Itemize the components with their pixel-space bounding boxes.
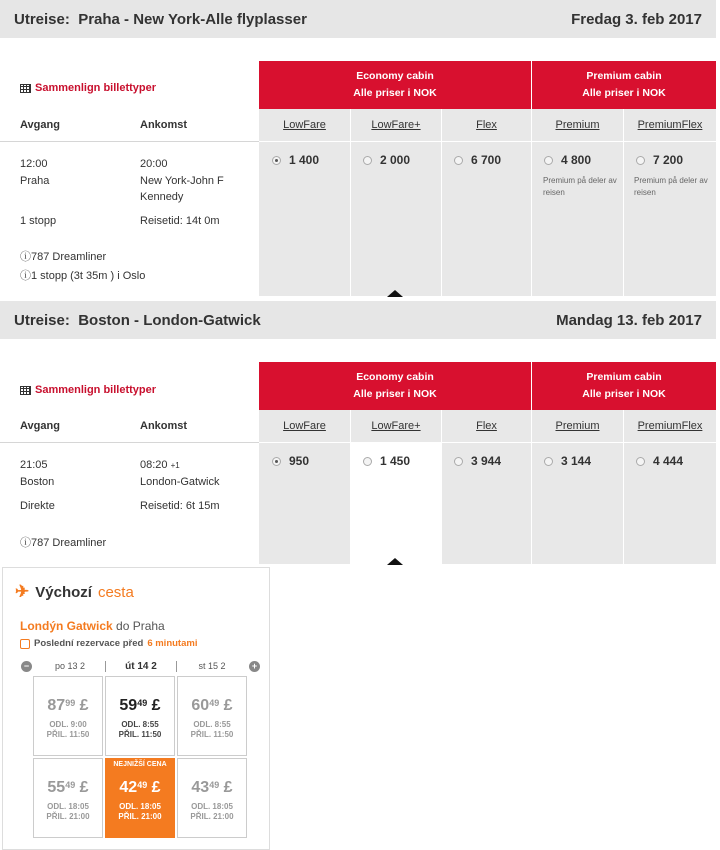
fare-card[interactable]: $60^{49}$ £ ODL. 8:55 PŘIL. 11:50 [177,676,247,756]
price-option[interactable]: 950 [272,454,309,468]
radio[interactable] [636,156,645,165]
next-day-badge: +1 [170,461,180,470]
stops-count: Direkte [20,500,55,512]
plane-icon: ✈ [15,582,30,601]
economy-cabin-header: Economy cabin Alle priser i NOK [259,362,531,410]
price-option[interactable]: 4 800 [544,153,591,167]
col-arrival: Ankomst [140,119,188,131]
price-option[interactable]: 3 144 [544,454,591,468]
radio[interactable] [363,457,372,466]
economy-cabin-header: Economy cabin Alle priser i NOK [259,61,531,109]
caret-up-icon [387,290,403,297]
radio[interactable] [636,457,645,466]
departure-time: 12:00 [20,158,48,170]
departure-city: Boston [20,476,55,488]
price-option[interactable]: 1 400 [272,153,319,167]
day-next[interactable]: st 15 2 [198,661,226,671]
day-navigation [21,660,261,674]
route-title: Boston - London-Gatwick [78,311,261,329]
tab-lowfare[interactable]: LowFare [259,410,350,442]
col-departure: Avgang [20,119,60,131]
tab-lowfare-plus[interactable]: LowFare+ [351,109,441,141]
route-date: Mandag 13. feb 2017 [556,311,702,329]
tab-lowfare[interactable]: LowFare [259,109,350,141]
price-option[interactable]: 1 450 [363,454,410,468]
aircraft-info-link[interactable]: ⓘ787 Dreamliner [20,537,107,549]
radio[interactable] [544,457,553,466]
last-booking-notice: Poslední rezervace před 6 minutami [20,638,197,649]
tab-premium[interactable]: Premium [532,109,623,141]
arrival-time: 20:00 [140,158,168,170]
arrival-city-cont: Kennedy [140,191,184,203]
arrival-time: 08:20 +1 [140,459,180,471]
route-label: Utreise: [14,311,70,329]
tab-premiumflex[interactable]: PremiumFlex [624,109,716,141]
radio[interactable] [454,457,463,466]
widget-title: ✈ Výchozí cesta [15,582,134,601]
departure-city: Praha [20,175,50,187]
price-option[interactable]: 3 944 [454,454,501,468]
route-header [0,0,716,38]
lowest-price-badge: NEJNIŽŠÍ CENA [113,761,167,768]
price-option[interactable]: 7 200 [636,153,683,167]
tab-flex[interactable]: Flex [442,109,531,141]
fare-card-lowest[interactable]: NEJNIŽŠÍ CENA $42^{49}$ £ ODL. 18:05 PŘIL. 21:00 [105,758,175,838]
price-option[interactable]: 2 000 [363,153,410,167]
table-icon [20,386,31,395]
radio[interactable] [363,156,372,165]
compare-fares-link[interactable]: Sammenlign billettyper [20,82,156,94]
premium-cabin-header: Premium cabin Alle priser i NOK [532,362,716,410]
radio-selected[interactable] [272,457,281,466]
tab-flex[interactable]: Flex [442,410,531,442]
widget-route: Londýn Gatwick do Praha [20,619,165,633]
fare-card[interactable]: $59^{49}$ £ ODL. 8:55 PŘIL. 11:50 [105,676,175,756]
col-arrival: Ankomst [140,420,188,432]
arrival-city: New York-John F [140,175,224,187]
aircraft-info-link[interactable]: ⓘ787 Dreamliner [20,251,107,263]
route-date: Fredag 3. feb 2017 [571,10,702,28]
tab-premiumflex[interactable]: PremiumFlex [624,410,716,442]
fare-card[interactable]: $43^{49}$ £ ODL. 18:05 PŘIL. 21:00 [177,758,247,838]
table-icon [20,84,31,93]
travel-time: Reisetid: 14t 0m [140,215,220,227]
arrival-city: London-Gatwick [140,476,220,488]
tab-lowfare-plus[interactable]: LowFare+ [351,410,441,442]
radio[interactable] [454,156,463,165]
price-option[interactable]: 6 700 [454,153,501,167]
route-label: Utreise: [14,10,70,28]
caret-up-icon [387,558,403,565]
col-departure: Avgang [20,420,60,432]
prev-day-icon[interactable]: − [21,661,32,672]
outbound-flight-widget [2,567,270,850]
premium-note: Premium på deler av reisen [543,176,617,197]
route-header [0,301,716,339]
stops-count: 1 stopp [20,215,57,227]
divider [0,141,259,142]
compare-fares-link[interactable]: Sammenlign billettyper [20,384,156,396]
divider [0,442,259,443]
day-prev[interactable]: po 13 2 [54,661,86,671]
tab-premium[interactable]: Premium [532,410,623,442]
next-day-icon[interactable]: + [249,661,260,672]
premium-note: Premium på deler av reisen [634,176,708,197]
radio[interactable] [544,156,553,165]
travel-time: Reisetid: 6t 15m [140,500,220,512]
calendar-icon [20,639,30,649]
price-option[interactable]: 4 444 [636,454,683,468]
day-selected[interactable]: út 14 2 [125,661,157,672]
fare-card[interactable]: $55^{49}$ £ ODL. 18:05 PŘIL. 21:00 [33,758,103,838]
stop-info-link[interactable]: ⓘ1 stopp (3t 35m ) i Oslo [20,270,146,282]
fare-card[interactable]: $87^{99}$ £ ODL. 9:00 PŘIL. 11:50 [33,676,103,756]
radio-selected[interactable] [272,156,281,165]
premium-cabin-header: Premium cabin Alle priser i NOK [532,61,716,109]
departure-time: 21:05 [20,459,48,471]
route-title: Praha - New York-Alle flyplasser [78,10,307,28]
